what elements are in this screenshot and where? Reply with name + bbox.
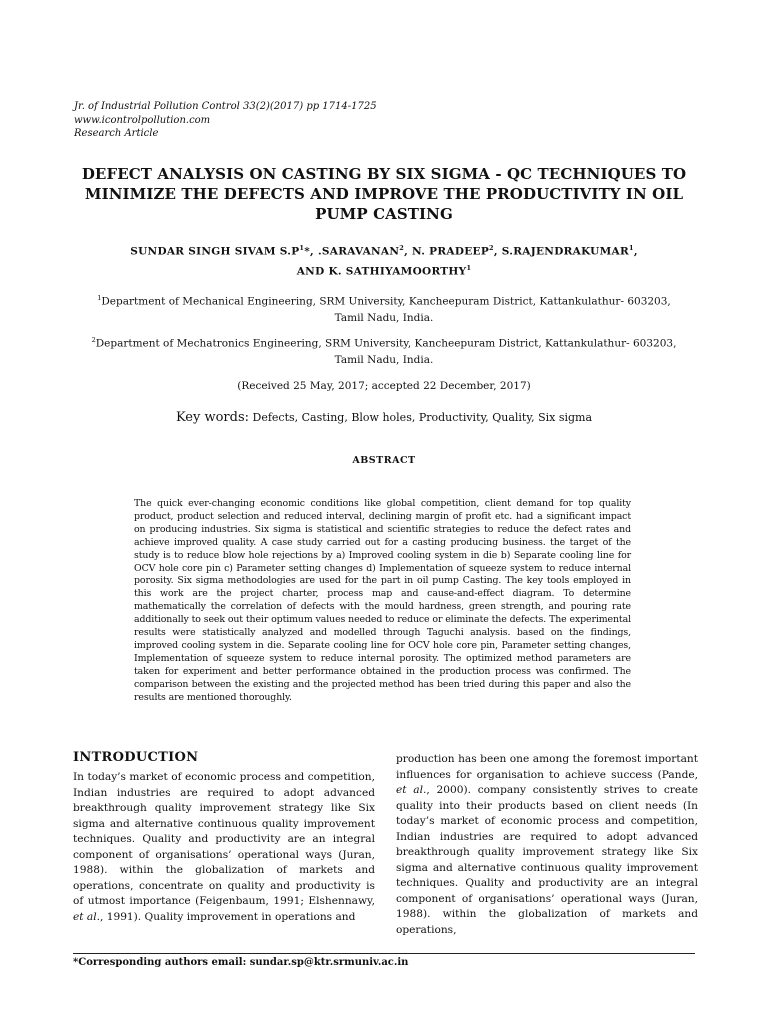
author-text: , S.RAJENDRAKUMAR [493, 245, 629, 258]
journal-header [74, 100, 377, 141]
body-italic: et al [396, 784, 423, 796]
abstract-text: The quick ever-changing economic conditions like global competition, client demand for top quality product, product selection and reduced interval, declining margin of profit etc. had a significant impact on producing industries. Six sigma is statistical and scientific strategies to reduce the defect rates and achieve improved quality. A case study carried out for a casting producing business. the target of the study is to reduce blow hole rejections by a) Improved cooling system in die b) Separate cooling line for OCV hole core pin c) Parameter setting changes d) Implementation of squeeze system to reduce internal porosity. Six sigma methodologies are used for the part in oil pump Casting. The key tools employed in this work are the project charter, process map and cause-and-effect diagram. To determine mathematically the correlation of defects with the mould hardness, green strength, and pouring rate additionally to seek out their optimum values needed to reduce or eliminate the defects. The experimental results were statistically analyzed and modelled through Taguchi analysis. based on the findings, improved cooling system in die. Separate cooling line for OCV hole core pin, Parameter setting changes, Implementation of squeeze system to reduce internal porosity. The optimized method parameters are taken for experiment and better performance obtained in the production process was confirmed. The comparison between the existing and the projected method has been tried during this paper and also the results are mentioned thoroughly. [134, 498, 631, 703]
author-text: , N. PRADEEP [404, 245, 490, 258]
author-text: SUNDAR SINGH SIVAM S.P [130, 245, 300, 258]
affiliation-text: Department of Mechanical Engineering, SRM University, Kancheepuram District, Kattankulathur- 603203, Tamil Nadu, India. [101, 295, 671, 324]
keywords-label: Key words: [175, 410, 250, 425]
affil-mark: 2 [91, 336, 96, 344]
keywords-text: Defects, Casting, Blow holes, Productivity, Quality, Six sigma [249, 411, 593, 424]
affiliation-text: Department of Mechatronics Engineering, SRM University, Kancheepuram District, Kattankulathur- 603203, Tamil Nadu, India. [95, 337, 677, 366]
author-list [60, 240, 708, 279]
received-dates: (Received 25 May, 2017; accepted 22 December, 2017) [237, 380, 531, 392]
affil-mark: 1 [97, 294, 102, 302]
affiliation-1 [84, 290, 684, 326]
journal-citation: Jr. of Industrial Pollution Control 33(2)(2017) pp 1714-1725 [74, 101, 377, 112]
article-type: Research Article [74, 128, 159, 139]
paper-title: DEFECT ANALYSIS ON CASTING BY SIX SIGMA - QC TECHNIQUES TO MINIMIZE THE DEFECTS AND IMPROVE THE PRODUCTIVITY IN OIL PUMP CASTING [81, 165, 687, 223]
introduction-left-column [73, 770, 375, 925]
keywords [84, 410, 684, 426]
body-text: In today’s market of economic process and competition, Indian industries are required to adopt advanced breakthrough quality improvement strategy like Six sigma and alternative continuous quality improvement techniques. Quality and productivity are an integral component of organisations’ operational ways (Juran, 1988). within the globalization of markets and operations, concentrate on quality and productivity is of utmost importance (Feigenbaum, 1991; Elshennawy, [73, 771, 375, 907]
affil-mark: 2 [399, 244, 405, 252]
corresponding-author-footnote: *Corresponding authors email: sundar.sp@ktr.srmuniv.ac.in [73, 957, 409, 968]
affil-mark: 1 [466, 263, 472, 272]
author-text: AND K. SATHIYAMOORTHY [296, 265, 467, 277]
journal-website[interactable]: www.icontrolpollution.com [74, 114, 211, 126]
introduction-right-column [396, 752, 698, 938]
affil-mark: 1 [628, 244, 634, 252]
footnote-divider [73, 953, 695, 954]
affiliation-2 [84, 332, 684, 368]
abstract-heading: ABSTRACT [352, 455, 416, 466]
affil-mark: 2 [489, 244, 494, 252]
affil-mark: 1 [299, 244, 305, 252]
author-text: , [633, 245, 638, 258]
body-text: production has been one among the foremost important influences for organisation to achieve success (Pande, [396, 753, 698, 781]
introduction-heading: INTRODUCTION [73, 750, 199, 765]
body-text: ., 1991). Quality improvement in operations and [96, 910, 356, 923]
body-text: ., 2000). company consistently strives to create quality into their products based on client needs (In today’s market of economic process and competition, Indian industries are required to adopt advanced breakthrough quality improvement strategy like Six sigma and alternative continuous quality improvement techniques. Quality and productivity are an integral component of organisations’ operational ways (Juran, 1988). within the globalization of markets and operations, [396, 784, 698, 936]
body-italic: et al [73, 910, 97, 923]
author-text: *, .SARAVANAN [304, 245, 400, 258]
